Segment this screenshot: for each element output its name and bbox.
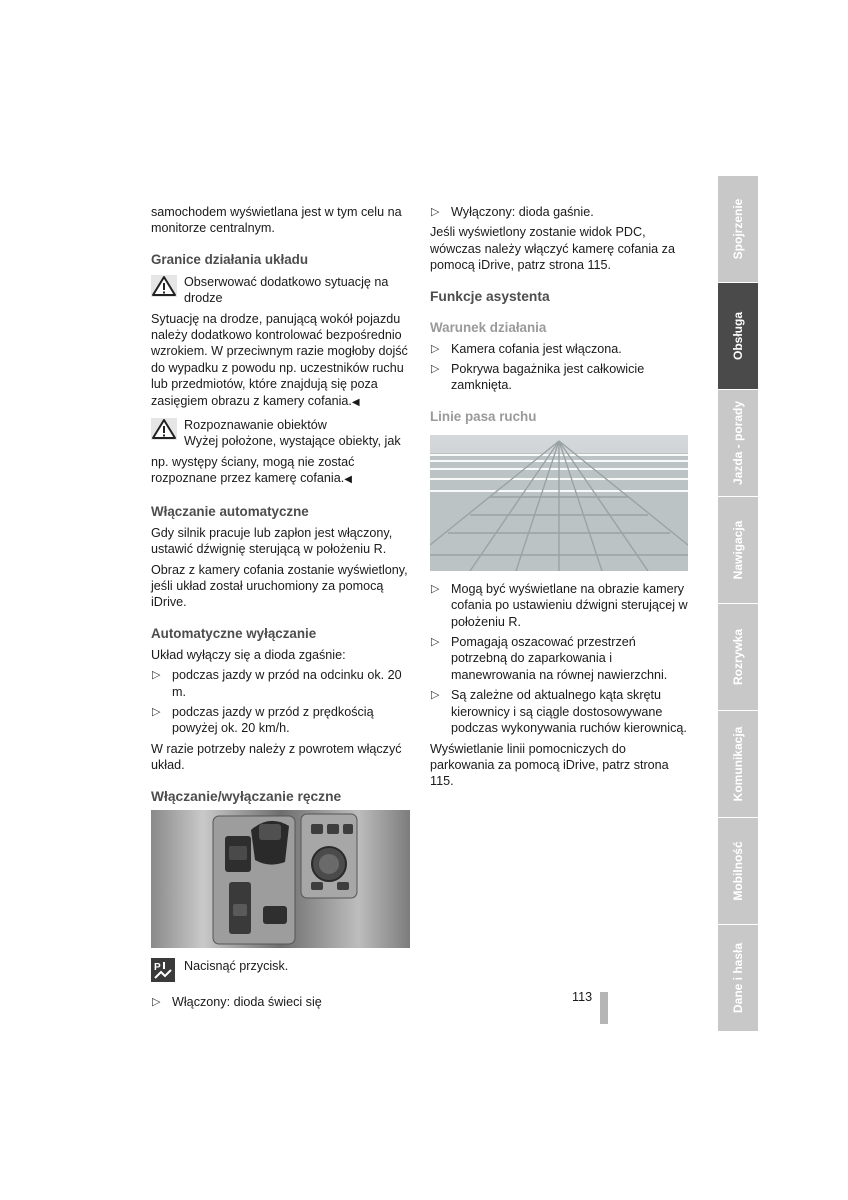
center-console-photo: [151, 810, 410, 948]
warning-triangle-icon: [151, 275, 177, 297]
tab-dane-i-hasla[interactable]: Dane i hasła: [718, 925, 758, 1031]
lanes-heading: Linie pasa ruchu: [430, 408, 537, 424]
tab-obsluga[interactable]: Obsługa: [718, 283, 758, 389]
page-number: 113: [572, 990, 593, 1004]
end-mark: ◀: [351, 396, 360, 408]
list-item: ▷ Pokrywa bagażnika jest całkowicie zamknięta.: [431, 362, 645, 393]
warning2-body-indent: Wyżej położone, wystające obiekty, jak: [184, 434, 401, 449]
list-item: ▷ Pomagają oszacować przestrzeń potrzebną do zaparkowania i manewrowania na równej nawierzchni.: [431, 635, 668, 682]
tab-mobilnosc[interactable]: Mobilność: [718, 818, 758, 924]
tab-jazda-porady[interactable]: Jazda - porady: [718, 390, 758, 496]
closing-text: Wyświetlanie linii pomocniczych do parkowania za pomocą iDrive, patrz strona 115.: [430, 741, 669, 789]
press-button-row: [151, 958, 410, 982]
assist-heading: Funkcje asystenta: [430, 288, 550, 304]
list-item: ▷ Kamera cofania jest włączona.: [431, 341, 622, 356]
warning-block-1: [151, 274, 410, 307]
warning2-body: np. występy ściany, mogą nie zostać rozpoznane przez kamerę cofania.◀: [151, 454, 355, 486]
tab-rozrywka[interactable]: Rozrywka: [718, 604, 758, 710]
bullet-icon: ▷: [431, 363, 440, 376]
left-column: [151, 204, 410, 1014]
list-item: ▷ podczas jazdy w przód na odcinku ok. 20 m.: [152, 668, 402, 699]
tab-komunikacja[interactable]: Komunikacja: [718, 711, 758, 817]
list-item-on: ▷ Włączony: dioda świeci się: [152, 994, 322, 1009]
park-assist-button-icon: [151, 958, 175, 982]
condition-heading: Warunek działania: [430, 319, 547, 335]
auto-off-paragraph-2: W razie potrzeby należy z powrotem włączyć układ.: [151, 741, 402, 773]
auto-on-paragraph-1: Gdy silnik pracuje lub zapłon jest włączony, ustawić dźwignię sterującą w położeniu R.: [151, 525, 393, 557]
list-item: ▷ Są zależne od aktualnego kąta skrętu kierownicy i są ciągle dostosowywane podczas wykonywania ruchów kierownicą.: [431, 688, 687, 736]
tab-spojrzenie[interactable]: Spojrzenie: [718, 176, 758, 282]
warning2-title: Rozpoznawanie obiektów: [184, 418, 327, 433]
auto-on-heading: Włączanie automatyczne: [151, 503, 309, 519]
list-item: ▷ Mogą być wyświetlane na obrazie kamery cofania po ustawieniu dźwigni sterującej w położeniu R.: [431, 581, 688, 629]
chapter-tabs: [718, 176, 758, 1032]
auto-off-heading: Automatyczne wyłączanie: [151, 625, 317, 641]
bullet-icon: ▷: [152, 995, 161, 1008]
end-mark: ◀: [344, 474, 352, 486]
list-item: ▷ podczas jazdy w przód z prędkością powyżej ok. 20 km/h.: [152, 704, 374, 736]
page-number-bar: [600, 992, 608, 1024]
bullet-icon: ▷: [152, 669, 161, 682]
warning1-body: Sytuację na drodze, panującą wokół pojazdu należy dodatkowo kontrolować bezpośrednio wzrokiem. W przeciwnym razie mogłoby dojść do wypadku z powodu np. uczestników ruchu lub przedmiotów, które znajdują się poza zasięgiem obrazu z kamery cofania.◀: [151, 311, 408, 408]
lane-lines-illustration: [430, 435, 688, 571]
bullet-icon: ▷: [431, 636, 440, 649]
pdc-note: Jeśli wyświetlony zostanie widok PDC, wówczas należy włączyć kamerę cofania za pomocą iDrive, patrz strona 115.: [430, 225, 675, 273]
bullet-icon: ▷: [152, 705, 161, 718]
warning1-title: Obserwować dodatkowo sytuację na drodze: [184, 274, 389, 306]
list-item-off: ▷ Wyłączony: dioda gaśnie.: [431, 205, 594, 219]
manual-heading: Włączanie/wyłączanie ręczne: [151, 788, 342, 804]
limits-heading: Granice działania układu: [151, 251, 309, 267]
auto-on-paragraph-2: Obraz z kamery cofania zostanie wyświetlony, jeśli układ został uruchomiony za pomocą iDrive.: [151, 562, 408, 610]
bullet-icon: ▷: [431, 689, 440, 702]
bullet-icon: ▷: [431, 206, 440, 218]
warning-triangle-icon: [151, 418, 177, 440]
bullet-icon: ▷: [431, 342, 440, 355]
press-button-text: Nacisnąć przycisk.: [184, 958, 289, 973]
svg-text:P: P: [154, 961, 161, 973]
intro-text: samochodem wyświetlana jest w tym celu na monitorze centralnym.: [151, 205, 402, 236]
warning-block-2: [151, 417, 410, 450]
right-column: [430, 204, 688, 794]
bullet-icon: ▷: [431, 582, 440, 595]
auto-off-paragraph-1: Układ wyłączy się a dioda zgaśnie:: [151, 647, 346, 662]
tab-nawigacja[interactable]: Nawigacja: [718, 497, 758, 603]
